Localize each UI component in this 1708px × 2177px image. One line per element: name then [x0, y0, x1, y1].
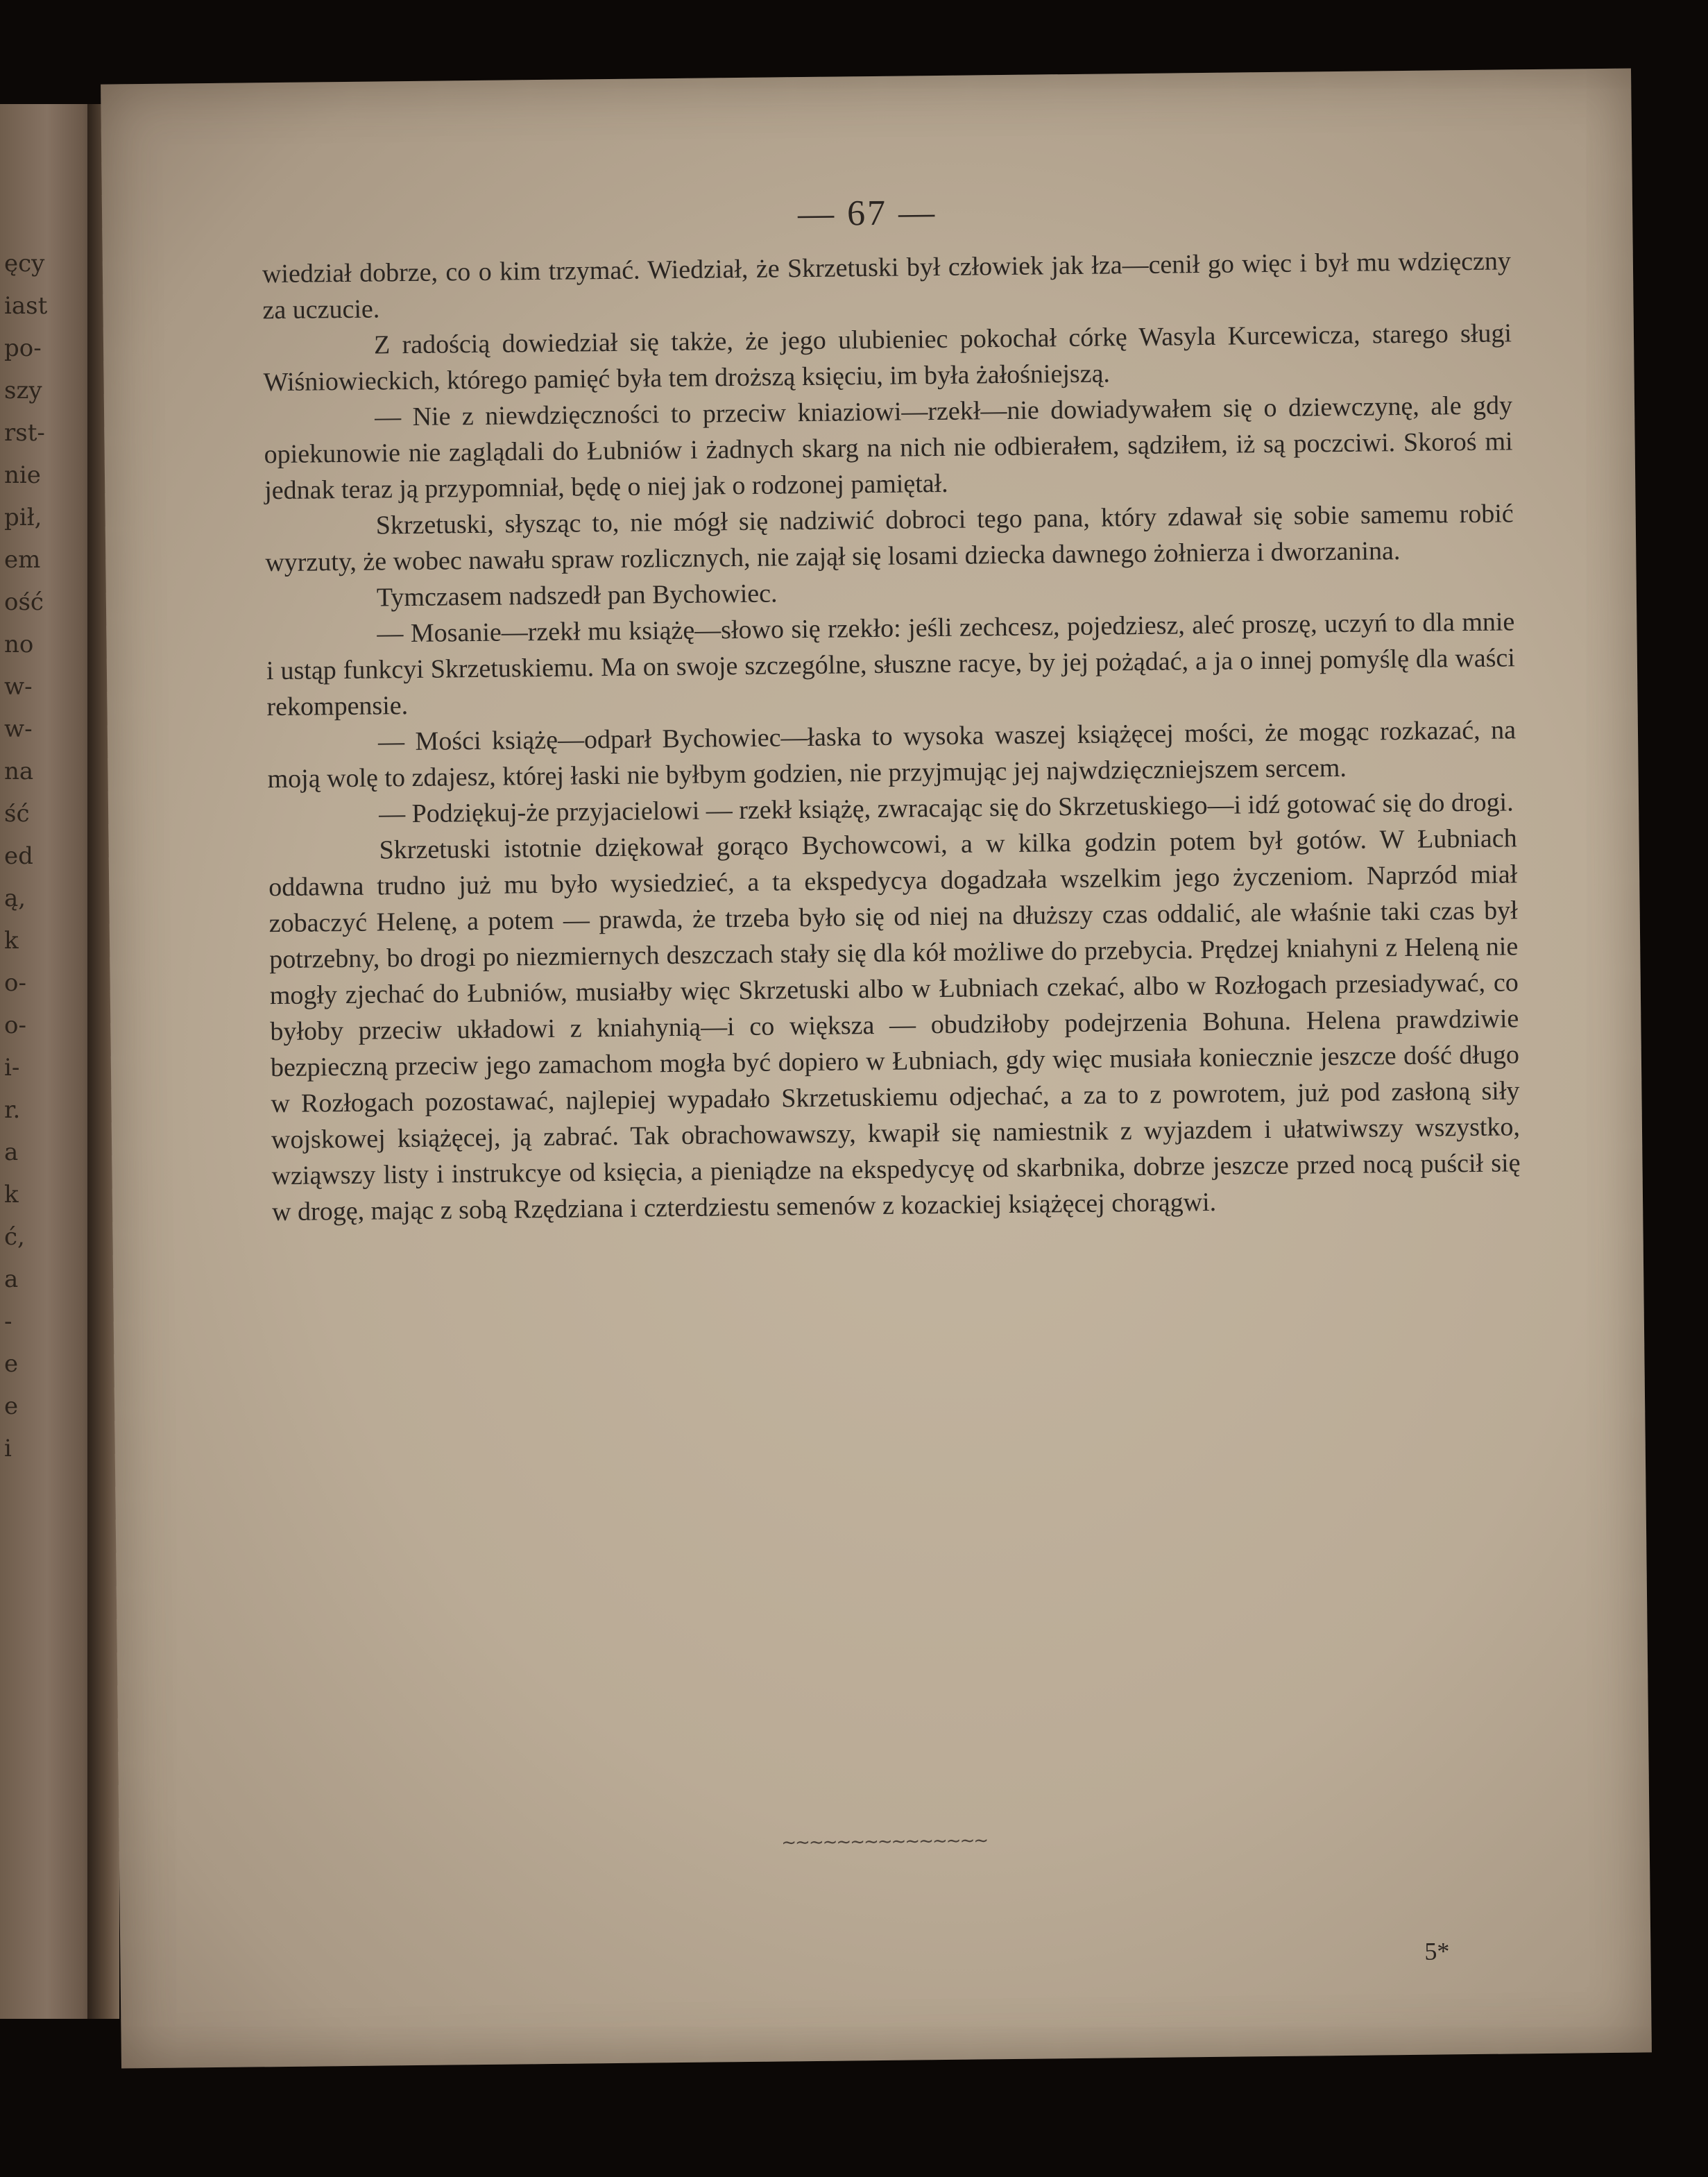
facing-page-fragment: e: [4, 1392, 19, 1420]
facing-page-fragment: po-: [4, 334, 42, 362]
facing-page-fragment: pił,: [4, 504, 42, 531]
facing-page-fragment: szy: [4, 377, 42, 404]
facing-page-fragment: e: [4, 1350, 19, 1378]
paragraph: — Mosanie—rzekł mu książę—słowo się rzekło: jeśli zechcesz, pojedziesz, aleć proszę, uczyń to dla mnie i ustąp funkcyi Skrzetuskiemu. Ma on swoje szczególne, słuszne racye, by jej pożądać, a ja o innej pomyślę dla waści rekompensie.: [266, 607, 1516, 722]
page-number: — 67 —: [797, 193, 937, 234]
section-divider-ornament: ~~~~~~~~~~~~~~~: [781, 1830, 988, 1854]
paragraph: Tymczasem nadszedł pan Bychowiec.: [376, 579, 778, 613]
paragraph: — Podziękuj-że przyjacielowi — rzekł książę, zwracając się do Skrzetuskiego—i idź gotować się do drogi.: [378, 787, 1514, 829]
facing-page-fragment: i-: [4, 1054, 20, 1082]
facing-page-fragment: ęcy: [4, 250, 45, 278]
facing-page-fragment: k: [4, 1181, 19, 1209]
facing-page-fragment: r.: [4, 1096, 21, 1124]
book-page: [101, 69, 1652, 2069]
paragraph: Z radością dowiedział się także, że jego ulubieniec pokochał córkę Wasyla Kurcewicza, starego sługi Wiśniowieckich, którego pamięć była tem droższą księciu, im była żałośniejszą.: [263, 318, 1512, 398]
facing-page-fragment: a: [4, 1138, 19, 1166]
facing-page-fragment: ść: [4, 800, 30, 828]
facing-page-fragment: em: [4, 546, 41, 574]
facing-page-fragment: o-: [4, 1011, 26, 1039]
facing-page-fragment: ą,: [4, 885, 26, 912]
facing-page-fragment: ość: [4, 588, 44, 616]
facing-page-fragment: a: [4, 1265, 19, 1293]
facing-page-fragment: nie: [4, 461, 41, 489]
facing-page-fragment: na: [4, 758, 34, 785]
paragraph: Skrzetuski istotnie dziękował gorąco Bychowcowi, a w kilka godzin potem był gotów. W Łubniach oddawna trudno już mu było wysiedzieć, a ta ekspedycya dogadzała wszelkim jego życzeniom. Naprzód miał zobaczyć Helenę, a potem — prawda, że trzeba było się od niej na dłuższy czas oddalić, ale właśnie taki czas był potrzebny, bo drogi po niezmiernych deszczach stały się dla kół możliwe do przebycia. Prędzej kniahyni z Heleną nie mogły zjechać do Łubniów, musiałby więc Skrzetuski albo w Łubniach czekać, albo w Rozłogach przesiadywać, co byłoby przeciw układowi z kniahynią—i co większa — obudziłoby podejrzenia Bohuna. Helena prawdziwie bezpieczną przeciw jego zamachom mogła być dopiero w Łubniach, gdy więc musiała koniecznie jeszcze dość długo w Rozłogach pozostawać, najlepiej wypadało Skrzetuskiemu odjechać, a za to z powrotem, już pod zasłoną siły wojskowej książęcej, ją zabrać. Tak obrachowawszy, kwapił się namiestnik z wyjazdem i ułatwiwszy wszystko, wziąwszy listy i instrukcye od księcia, a pieniądze na ekspedycyę od skarbnika, dobrze jeszcze przed nocą puścił się w drogę, mając z sobą Rzędziana i czterdziestu semenów z kozackiej książęcej chorągwi.: [268, 823, 1521, 1227]
facing-page-fragment: o-: [4, 969, 26, 997]
paragraph: Skrzetuski, słysząc to, nie mógł się nadziwić dobroci tego pana, który zdawał się sobie samemu robić wyrzuty, że wobec nawału spraw rozlicznych, nie zajął się losami dziecka dawnego żołnierza i dworzanina.: [265, 499, 1514, 578]
facing-page-fragment: i: [4, 1435, 12, 1462]
printer-signature-mark: 5*: [1424, 1937, 1450, 1965]
facing-page-fragment: -: [4, 1308, 12, 1335]
facing-page-fragment: w-: [4, 673, 33, 701]
facing-page-fragment: ed: [4, 842, 33, 870]
facing-page-fragment: no: [4, 631, 34, 658]
facing-page-fragment: rst-: [4, 419, 45, 447]
page-body: [262, 243, 1521, 1230]
facing-page-fragment: w-: [4, 715, 33, 743]
paragraph: wiedział dobrze, co o kim trzymać. Wiedział, że Skrzetuski był człowiek jak łza—cenił go więc i był mu wdzięczny za uczucie.: [262, 246, 1512, 325]
facing-page-fragment: iast: [4, 292, 48, 320]
facing-page-fragment: k: [4, 927, 19, 955]
paragraph: — Mości książę—odparł Bychowiec—łaska to wysoka waszej książęcej mości, że mogąc rozkazać, na moją wolę to zdajesz, której łaski nie byłbym godzien, nie przyjmując jej najwdzięczniejszem sercem.: [267, 715, 1517, 794]
paragraph: — Nie z niewdzięczności to przeciw kniaziowi—rzekł—nie dowiadywałem się o dziewczynę, ale gdy opiekunowie nie zaglądali do Łubniów i żadnych skarg na nich nie odbierałem, sądziłem, iż są poczciwi. Skoroś mi jednak teraz ją przypomniał, będę o niej jak o rodzonej pamiętał.: [264, 391, 1513, 506]
facing-page-fragment: ć,: [4, 1223, 25, 1251]
